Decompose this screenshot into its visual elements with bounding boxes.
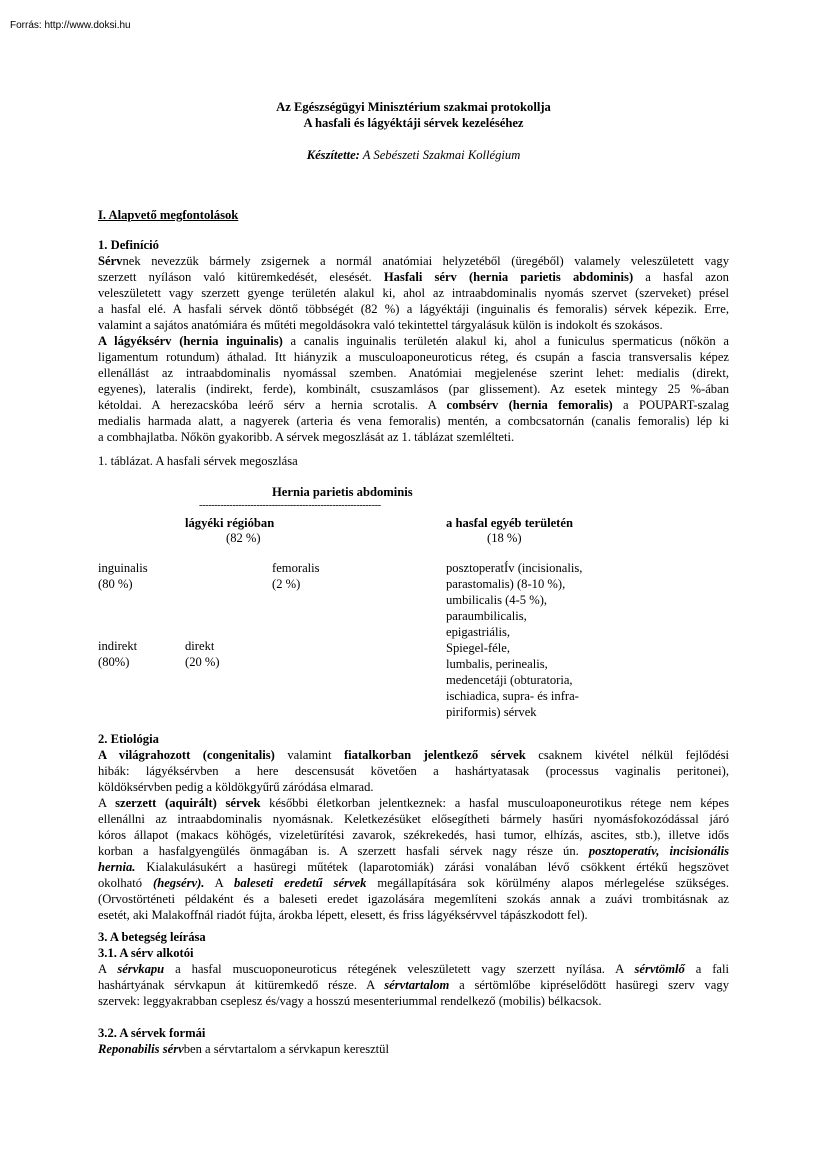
table-right-heading: a hasfal egyéb területén	[446, 516, 573, 530]
section2-body	[98, 731, 729, 923]
table-left-heading: lágyéki régióban	[185, 516, 275, 530]
text-line: korban a hasfalgyengülés önmagában is. A szerzett hasfali sérvek nagy része ún. posztoperatív, incisionális	[98, 844, 729, 858]
subsection-heading: 3.2. A sérvek formái	[98, 1026, 206, 1040]
text-line: hernia. Kialakulásukért a hasüregi műtétek (laparotomiák) zárási vonalában lévő csökkent értékű hegszövet	[98, 860, 729, 874]
table-right-percent: (18 %)	[487, 531, 522, 545]
list-item: lumbalis, perinealis,	[446, 657, 548, 671]
list-item: epigastriális,	[446, 625, 511, 639]
spacer	[98, 1009, 729, 1025]
list-item: posztoperatÍv (incisionalis,	[446, 561, 583, 575]
disease-description-heading: 3. A betegség leírása	[98, 930, 206, 944]
table-cell-femoralis: femoralis	[272, 561, 320, 575]
text-line: Reponabilis sérvben a sérvtartalom a sérvkapun keresztül	[98, 1042, 389, 1056]
table-cell-inguinalis: inguinalis	[98, 561, 148, 575]
text-line: A világrahozott (congenitalis) valamint fiatalkorban jelentkező sérvek csaknem kivétel nélkül fejlődési	[98, 748, 729, 762]
text-line: A sérvkapu a hasfal muscuoponeuroticus rétegének veleszületett vagy szerzett nyílása. A sérvtömlő a fali	[98, 962, 729, 976]
author-line	[0, 147, 827, 163]
table-cell-indirekt-pct: (80%)	[98, 655, 130, 669]
author-label: Készítette:	[306, 148, 360, 162]
document-title-line1: Az Egészségügyi Minisztérium szakmai protokollja	[276, 100, 551, 114]
text-line: ligamentum rotundum) áthalad. Itt hiányzik a musculoaponeuroticus réteg, és csupán a fascia transversalis képez	[98, 350, 729, 364]
text-line: hibák: lágyéksérvben a here descensusát követően a hashártyatasak (processus vaginalis peritonei),	[98, 764, 729, 778]
table-cell-inguinalis-pct: (80 %)	[98, 577, 133, 591]
list-item: parastomalis) (8-10 %),	[446, 577, 566, 591]
list-item: umbilicalis (4-5 %),	[446, 593, 548, 607]
table-title: Hernia parietis abdominis	[272, 485, 413, 499]
text-line: medialis harmada alatt, a nagyerek (arteria és vena femoralis) mentén, a combcsatornán (canalis femoralis) lép ki	[98, 414, 729, 428]
table-caption: 1. táblázat. A hasfali sérvek megoszlása	[98, 454, 298, 468]
text-line: kétoldai. A herezacskóba leérő sérv a hernia scrotalis. A combsérv (hernia femoralis) a POUPART-szalag	[98, 398, 729, 412]
list-item: Spiegel-féle,	[446, 641, 510, 655]
table-divider: ------------------------------------------------------------	[199, 500, 381, 511]
text-line: szervek: leggyakrabban cseplesz és/vagy a hosszú mesenteriummal rendelkező (mobilis) bélkacsok.	[98, 994, 602, 1008]
table-left-percent: (82 %)	[226, 531, 261, 545]
text-line: ellenállást az intraabdominalis nyomással szemben. Anatómiai megjelenése szerint lehet: medialis (direkt,	[98, 366, 729, 380]
table-cell-direkt: direkt	[185, 639, 215, 653]
source-note: Forrás: http://www.doksi.hu	[10, 20, 131, 31]
text-line: A lágyéksérv (hernia inguinalis) a canalis inguinalis területén alakul ki, ahol a funiculus spermaticus (nőkön a	[98, 334, 729, 348]
text-line: valamint a sajátos anatómiára és műtéti megoldásokra való tekintettel tárgyalásuk külön is indokolt és szokásos.	[98, 318, 663, 332]
list-item: medencetáji (obturatoria,	[446, 673, 573, 687]
section-heading-1: I. Alapvető megfontolások	[98, 208, 239, 222]
text-line: ellenállni az intraabdominalis nyomásnak. Keletkezésüket elősegítheti bármely hasűri nyomásfokozódással járó	[98, 812, 729, 826]
text-line: köldöksérvben pedig a köldökgyűrű záródása elmarad.	[98, 780, 374, 794]
text-line: kóros állapot (makacs köhögés, vizeletürítési zavarok, székrekedés, hasi tumor, elhízás, ascites, stb.), illetve idős	[98, 828, 729, 842]
text-line: hashártyának sérvkapun át kitüremkedő része. A sérvtartalom a sértömlőbe kipréselődött hasüregi szerv vagy	[98, 978, 729, 992]
text-line: (Orvostörténeti példaként és a baleseti eredet igazolására megemlíteni szokás annak a zuávi trombitásnak az	[98, 892, 729, 906]
definition-heading: 1. Definíció	[98, 238, 159, 252]
document-title-line2: A hasfali és lágyéktáji sérvek kezeléséhez	[303, 116, 524, 130]
text-line: a hasfal elé. A hasfali sérvek döntő többségét (82 %) a lágyéktáji (inguinalis és femoralis) sérvek képezik. Erre,	[98, 302, 729, 316]
table-cell-femoralis-pct: (2 %)	[272, 577, 301, 591]
text-line: esetét, aki Malakoffnál riadót fújta, árokba lépett, elesett, és friss lágyéksérvvel tápászkodott fel).	[98, 908, 588, 922]
table-other-list	[446, 560, 582, 720]
table-cell-direkt-pct: (20 %)	[185, 655, 220, 669]
subsection-heading: 3.1. A sérv alkotói	[98, 946, 194, 960]
text-line: egyenes), lateralis (indirekt, ferde), kombinált, csuszamlásos (par glissement). Az esetek mintegy 25 %-ában	[98, 382, 729, 396]
text-line: Sérvnek nevezzük bármely zsigernek a normál anatómiai helyzetéből (üregéből) valamely veleszületett vagy	[98, 254, 729, 268]
list-item: paraumbilicalis,	[446, 609, 527, 623]
text-line: okolható (hegsérv). A baleseti eredetű sérvek megállapítására sok körülmény alapos mérlegelése szükséges.	[98, 876, 729, 890]
text-line: A szerzett (aquirált) sérvek későbbi életkorban jelentkeznek: a hasfal musculoaponeurotikus rétege nem képes	[98, 796, 729, 810]
section1-body	[98, 237, 729, 445]
text-line: veleszületett vagy szerzett gyenge területén alakul ki, ahol az intraabdominalis nyomás szervet (szerveket) présel	[98, 286, 729, 300]
author-name: A Sebészeti Szakmai Kollégium	[359, 148, 521, 162]
etiology-heading: 2. Etiológia	[98, 732, 159, 746]
list-item: ischiadica, supra- és infra-	[446, 689, 579, 703]
text-line: szerzett nyíláson való kitüremkedését, elesését. Hasfali sérv (hernia parietis abdominis) a hasfal azon	[98, 270, 729, 284]
table-cell-indirekt: indirekt	[98, 639, 138, 653]
text-line: a combhajlatba. Nőkön gyakoribb. A sérvek megoszlását az 1. táblázat szemlélteti.	[98, 430, 515, 444]
section3-body	[98, 929, 729, 1057]
list-item: piriformis) sérvek	[446, 705, 537, 719]
